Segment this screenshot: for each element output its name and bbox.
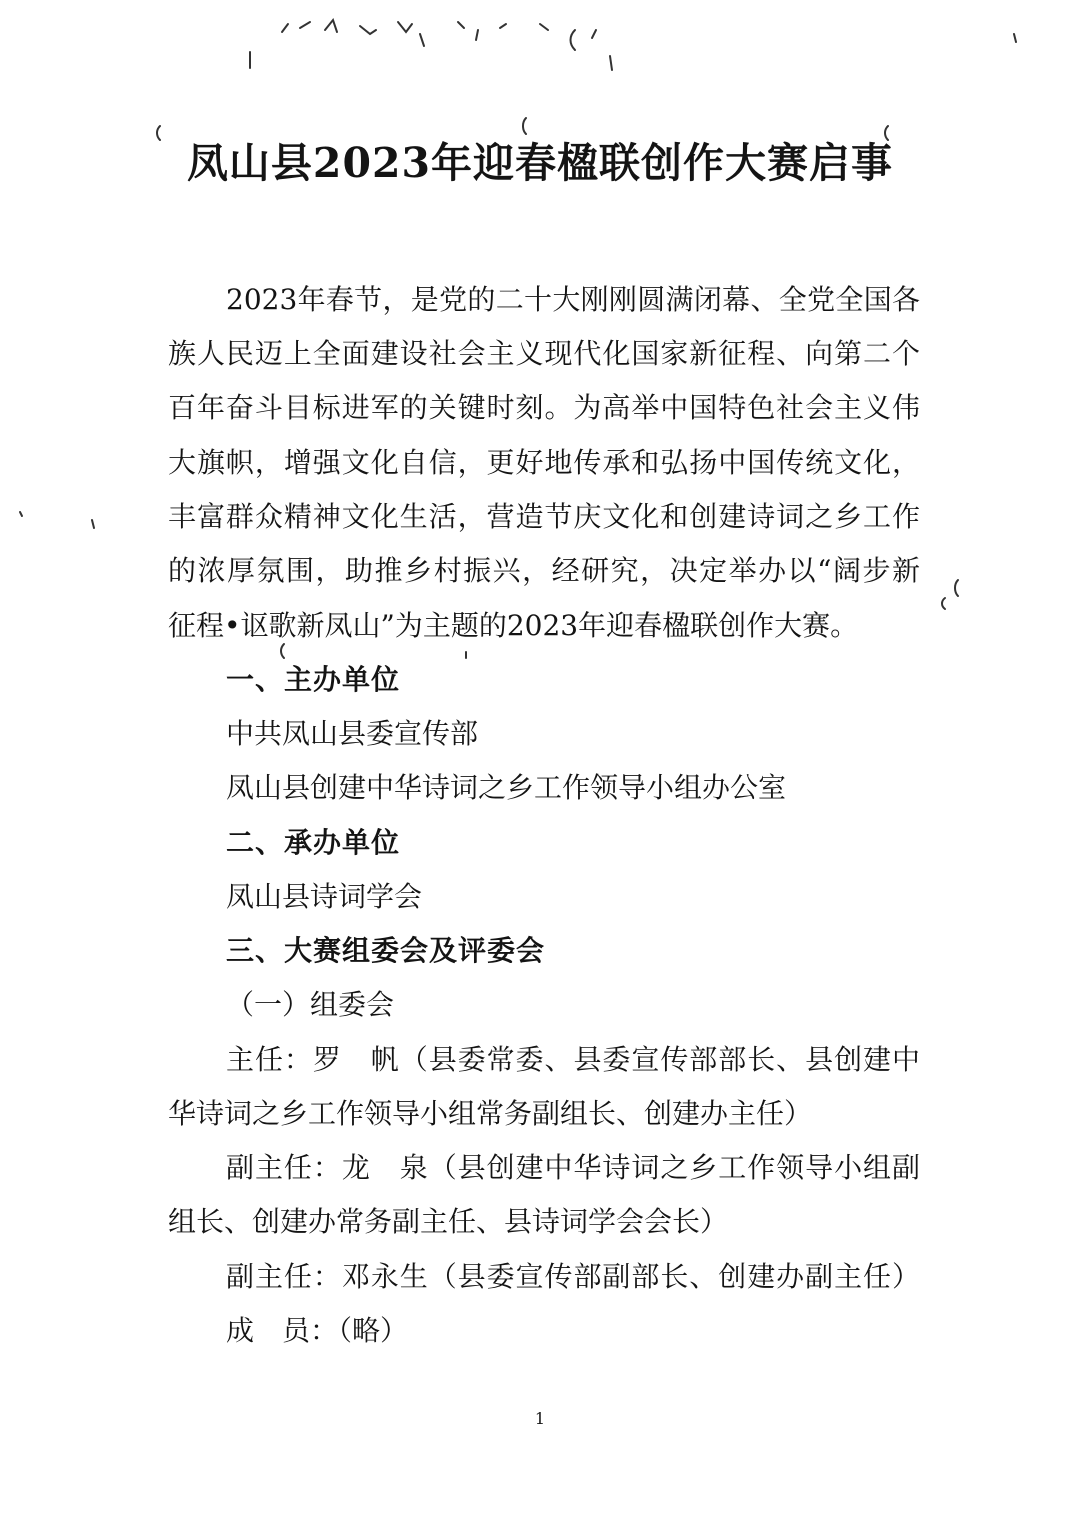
intro-line: 2023年春节，是党的二十大刚刚圆满闭幕、全党全国各 (226, 283, 920, 316)
committee-members-line: 成 员：（略） (226, 1314, 409, 1347)
intro-line: 征程•讴歌新凤山”为主题的2023年迎春楹联创作大赛。 (168, 609, 859, 642)
intro-line: 丰富群众精神文化生活，营造节庆文化和创建诗词之乡工作 (168, 500, 920, 533)
intro-line: 百年奋斗目标进军的关键时刻。为高举中国特色社会主义伟 (168, 391, 920, 424)
subsection-heading-organizing-committee: （一）组委会 (226, 988, 395, 1021)
committee-director-line: 华诗词之乡工作领导小组常务副组长、创建办主任） (168, 1097, 813, 1130)
section-heading-committee: 三、大赛组委会及评委会 (226, 934, 546, 967)
section-heading-host: 二、承办单位 (226, 826, 401, 859)
committee-deputy-line: 组长、创建办常务副主任、县诗词学会会长） (168, 1205, 729, 1238)
committee-deputy-line: 副主任：邓永生（县委宣传部副部长、创建办副主任） (226, 1260, 920, 1293)
document-title: 凤山县2023年迎春楹联创作大赛启事 (186, 139, 894, 187)
intro-line: 的浓厚氛围，助推乡村振兴，经研究，决定举办以“阔步新 (168, 554, 920, 587)
page-number: 1 (534, 1409, 546, 1428)
section-heading-organizer: 一、主办单位 (226, 663, 401, 696)
organizer-item: 中共凤山县委宣传部 (226, 717, 479, 750)
committee-director-line: 主任：罗 帆（县委常委、县委宣传部部长、县创建中 (226, 1043, 920, 1076)
organizer-item: 凤山县创建中华诗词之乡工作领导小组办公室 (226, 771, 787, 804)
intro-line: 族人民迈上全面建设社会主义现代化国家新征程、向第二个 (168, 337, 920, 370)
committee-deputy-line: 副主任：龙 泉（县创建中华诗词之乡工作领导小组副 (226, 1151, 920, 1184)
host-item: 凤山县诗词学会 (226, 880, 423, 913)
intro-line: 大旗帜，增强文化自信，更好地传承和弘扬中国传统文化， (168, 446, 920, 479)
